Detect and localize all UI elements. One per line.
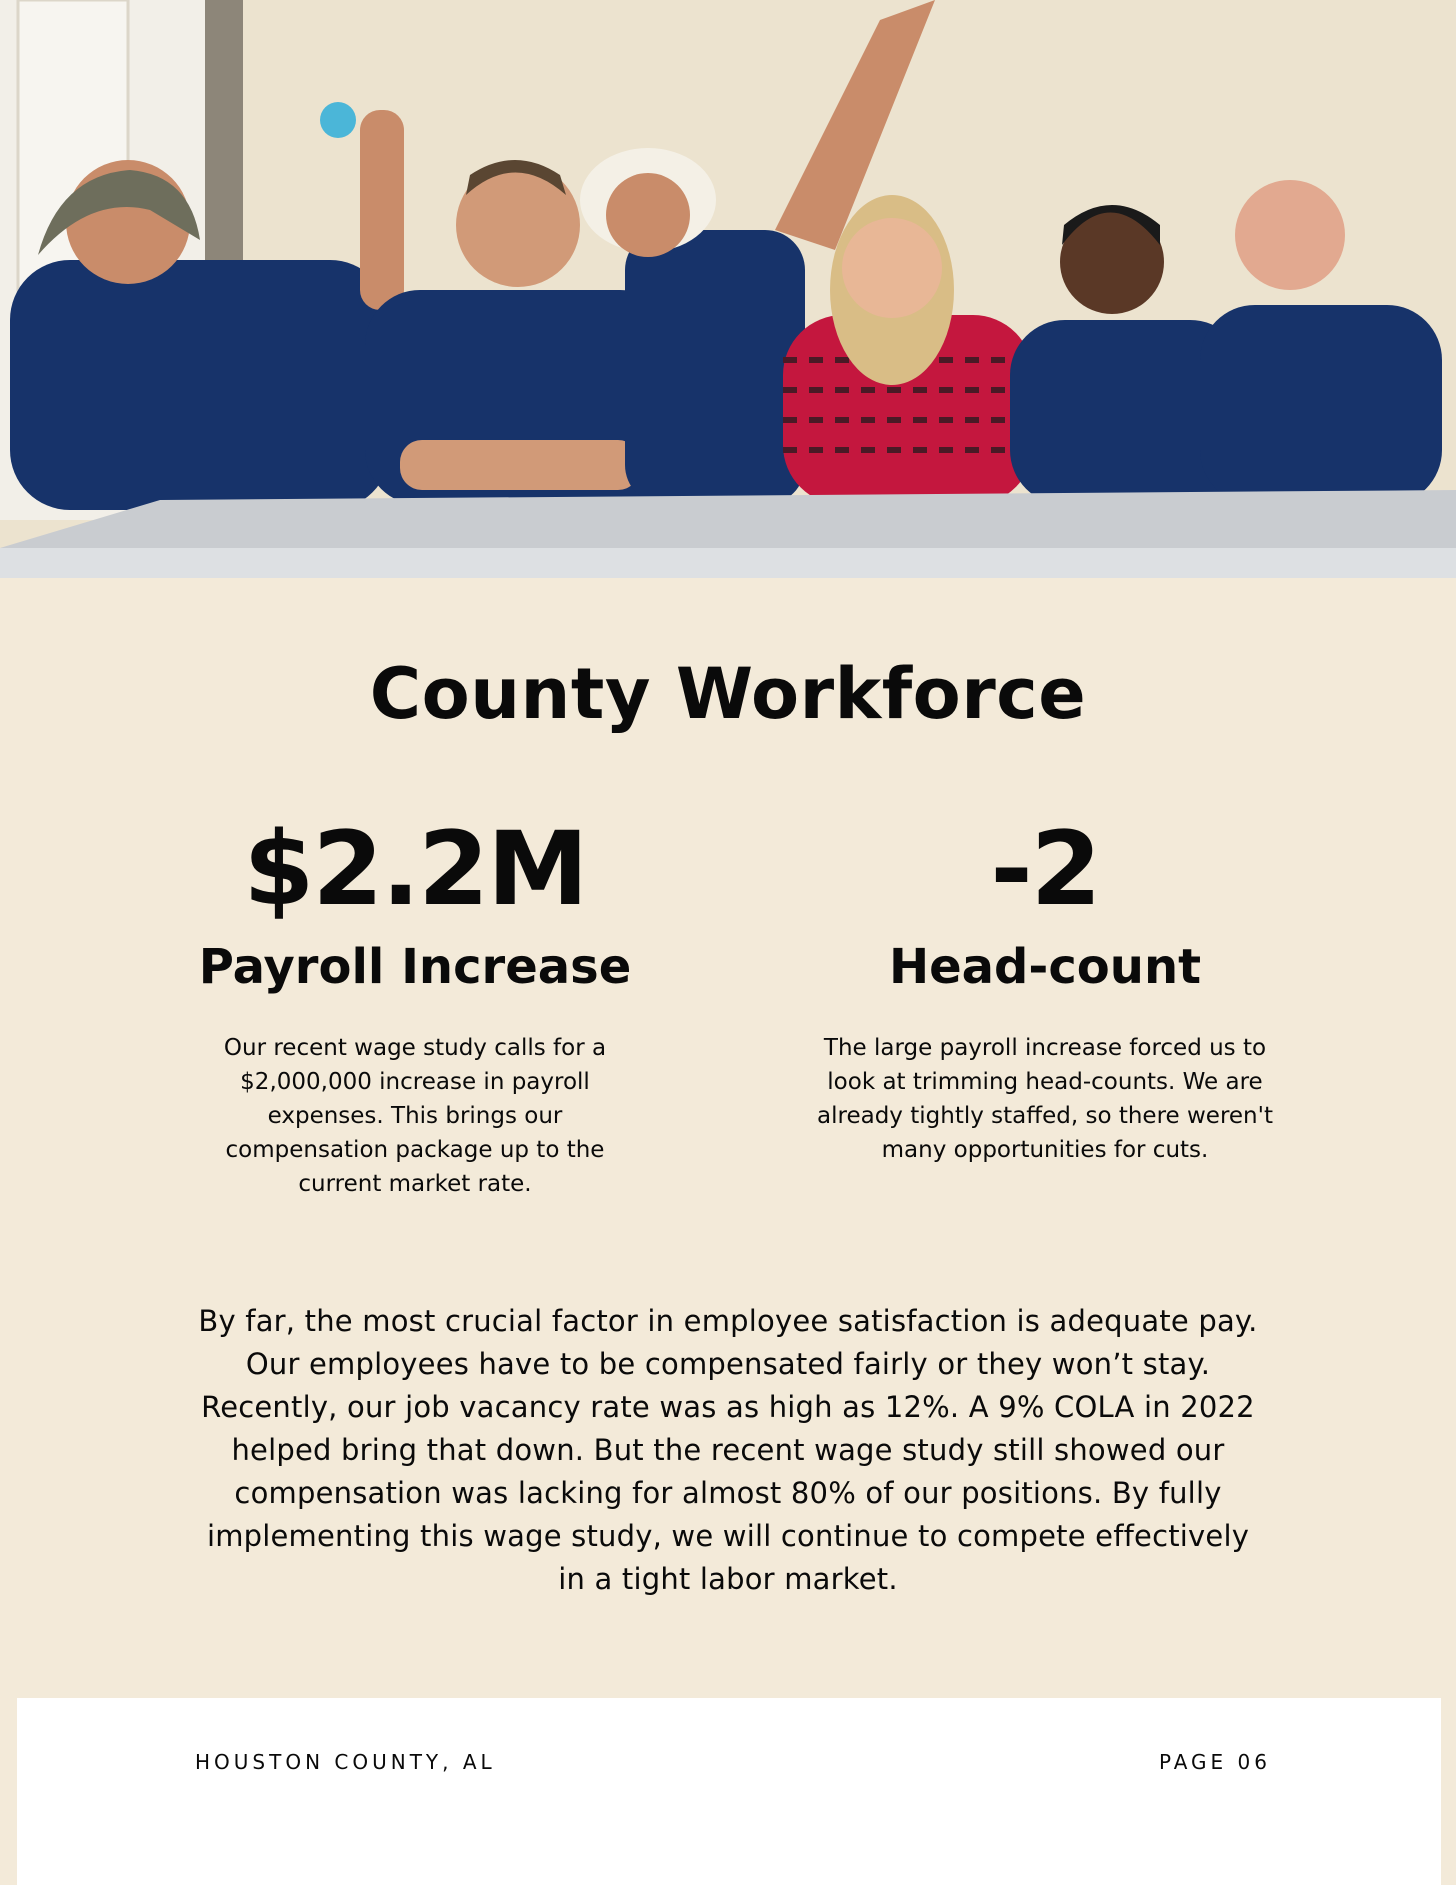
stat-value: -2 [990,810,1100,929]
stat-label: Head-count [888,939,1202,995]
team-photo [0,0,1456,578]
body-paragraph: By far, the most crucial factor in employee satisfaction is adequate pay. Our employees have to be compensated fairly or they won’t stay. Recently, our job vacancy rate was as high as 12%. A 9% COLA in 2022 helped bring that down. But the recent wage study still showed our compensation was lacking for almost 80% of our positions. By fully implementing this wage study, we will continue to compete effectively in a tight labor market. [198,1304,1258,1596]
footer [17,1698,1441,1885]
stat-payroll-increase [155,810,675,1201]
page-number: PAGE 06 [1158,1750,1271,1774]
footer-county: HOUSTON COUNTY, AL [195,1750,496,1774]
stat-head-count [785,810,1305,1167]
page-title: County Workforce [369,653,1087,735]
stat-description: The large payroll increase forced us to look at trimming head-counts. We are already tightly staffed, so there weren't many opportunities for cuts. [817,1035,1273,1163]
stat-description: Our recent wage study calls for a $2,000,000 increase in payroll expenses. This brings our compensation package up to the current market rate. [223,1035,607,1197]
stat-value: $2.2M [243,810,587,929]
stat-label: Payroll Increase [198,939,632,995]
team-photo-illustration [0,0,1456,578]
